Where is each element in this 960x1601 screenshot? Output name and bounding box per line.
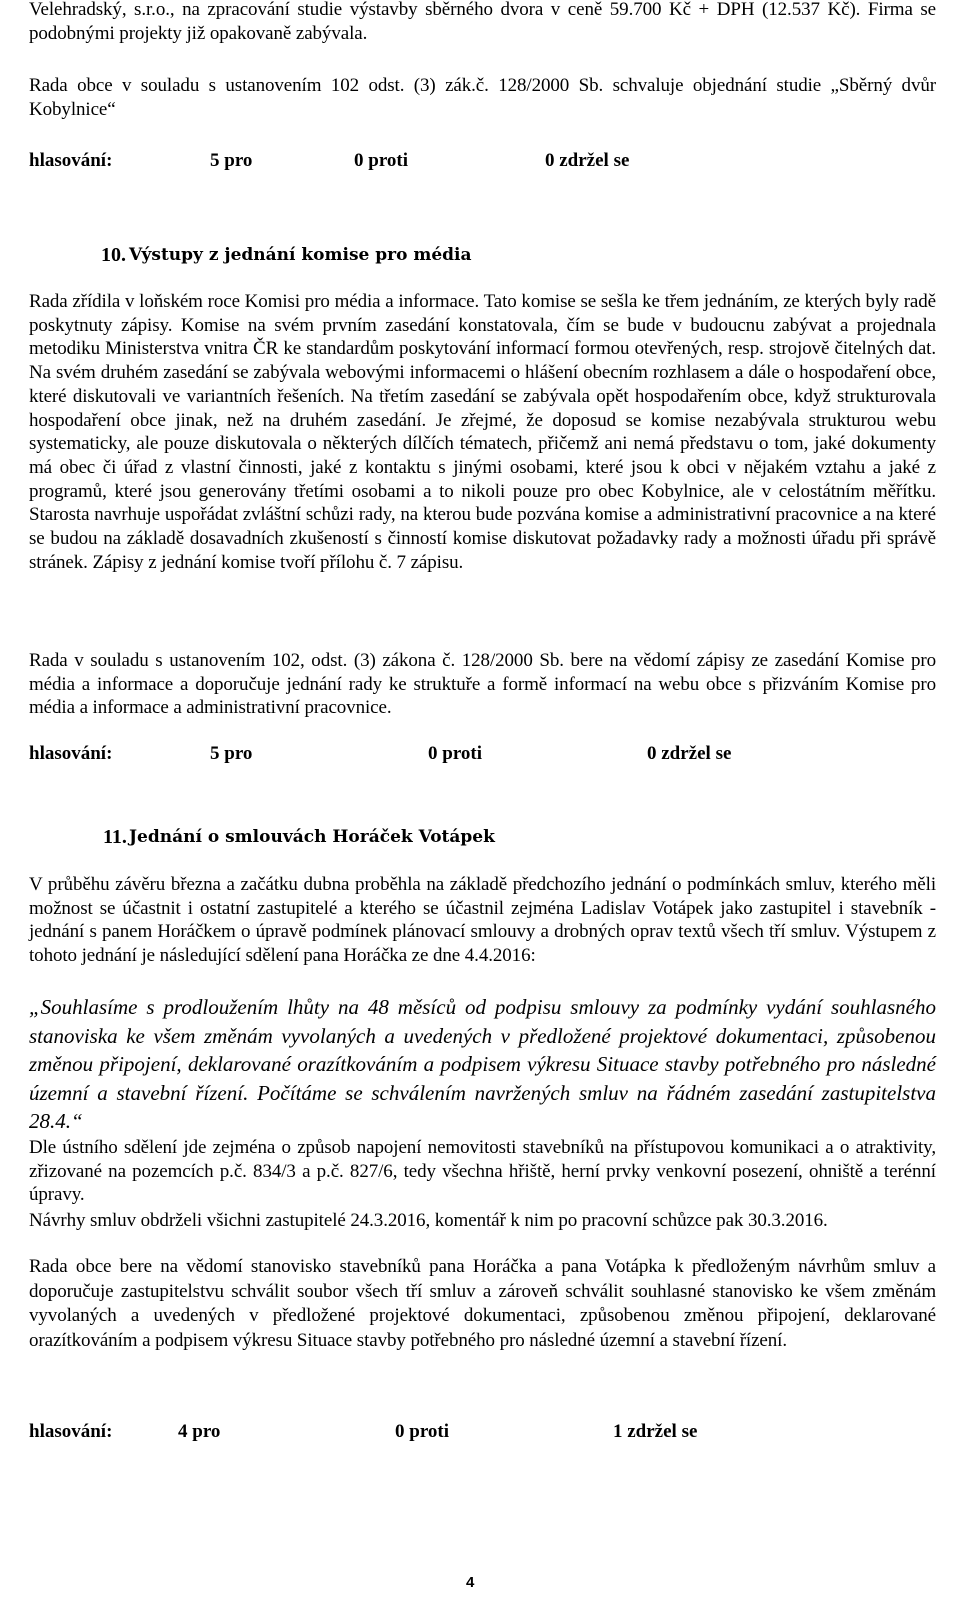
section-number: 10. — [101, 244, 126, 266]
paragraph-s11-drafts: Návrhy smluv obdrželi všichni zastupitelé 24.3.2016, komentář k nim po pracovní schůzce pak 30.3.2016. — [29, 1210, 828, 1231]
page-number: 4 — [466, 1574, 475, 1591]
vote-proti: 0 proti — [354, 150, 409, 171]
vote-zdrzel: 1 zdržel se — [613, 1421, 698, 1442]
vote-zdrzel: 0 zdržel se — [545, 150, 630, 171]
section-number: 11. — [103, 826, 127, 848]
vote-pro: 5 pro — [210, 743, 253, 764]
vote-pro: 5 pro — [210, 150, 253, 171]
paragraph-intro-resolution: Rada obce v souladu s ustanovením 102 odst. (3) zák.č. 128/2000 Sb. schvaluje objednání studie „Sběrný dvůr Kobylnice“ — [29, 75, 936, 120]
vote-label: hlasování: — [29, 1421, 113, 1442]
section-heading-11 — [103, 825, 495, 849]
vote-pro: 4 pro — [178, 1421, 221, 1442]
vote-line-s11 — [29, 1420, 697, 1443]
vote-label: hlasování: — [29, 150, 113, 171]
quote-horacek: „Souhlasíme s prodloužením lhůty na 48 měsíců od podpisu smlouvy za podmínky vydání souhlasného stanoviska ke všem změnám vyvolaných a uvedených v předložené projektové dokumentaci, způsobenou změnou připojení, deklarované orazítkováním a podpisem výkresu Situace stavby potřebného pro následné územní a stavební řízení. Počítáme se schválením navržených smluv na řádném zasedání zastupitelstva 28.4.“ — [29, 995, 936, 1133]
paragraph-s10-resolution: Rada v souladu s ustanovením 102, odst. (3) zákona č. 128/2000 Sb. bere na vědomí zápisy ze zasedání Komise pro média a informace a doporučuje jednání rady ke struktuře a formě informací na webu obce s přizváním Komise pro média a informace a administrativní pracovnice. — [29, 650, 936, 718]
paragraph-s11-resolution: Rada obce bere na vědomí stanovisko stavebníků pana Horáčka a pana Votápka k předloženým návrhům smluv a doporučuje zastupitelstvu schválit soubor všech tří smluv a zároveň schválit souhlasné stanovisko ke všem změnám vyvolaných a uvedených v předložené projektové dokumentaci, způsobenou změnou připojení, deklarované orazítkováním a podpisem výkresu Situace stavby potřebného pro následné územní a stavební řízení. — [29, 1256, 936, 1351]
paragraph-s11-intro: V průběhu závěru března a začátku dubna proběhla na základě předchozího jednání o podmínkách smluv, kterého měli možnost se účastnit i ostatní zastupitelé a kterého se účastnil zejména Ladislav Votápek jako zastupitel i stavebník - jednání s panem Horáčkem o úpravě podmínek plánovací smlouvy a drobných oprav textů všech tří smluv. Výstupem z tohoto jednání je následující sdělení pana Horáčka ze dne 4.4.2016: — [29, 874, 936, 966]
paragraph-s10-body: Rada zřídila v loňském roce Komisi pro média a informace. Tato komise se sešla ke třem jednáním, ze kterých byly radě poskytnuty zápisy. Komise na svém prvním zasedání konstatovala, čím se bude v budoucnu zabývat a projednala metodiku Ministerstva vnitra ČR ke standardům poskytování informací formou otevřených, resp. strojově čitelných dat. Na svém druhém zasedání se zabývala webovými informacemi o hlášení obecním rozhlasem a dále o hospodaření obce, které diskutovali ve variantních řešeních. Na třetím zasedání se zabývala opět hospodařením obce, když strukturovala hospodaření obce jinak, než na druhém zasedání. Je zřejmé, že doposud se komise nezabývala strukturou webu systematicky, ale pouze diskutovala o některých dílčích tématech, přičemž ani nemá představu o tom, jaké dokumenty má obec či úřad z vlastní činnosti, jaké z kontaktu s jinými osobami, které jsou k obci v nějakém vztahu a jaké z programů, které jsou generovány třetími osobami a to nikoli pouze pro obec Kobylnice, ale v celostátním měřítku. Starosta navrhuje uspořádat zvláštní schůzi rady, na kterou bude pozvána komise a administrativní pracovnice a na které se budou na základě dosavadních zkušeností s činností komise diskutovat požadavky rady a možnosti úřadu při správě stránek. Zápisy z jednání komise tvoří přílohu č. 7 zápisu. — [29, 291, 936, 573]
vote-zdrzel: 0 zdržel se — [647, 743, 732, 764]
section-title: Jednání o smlouvách Horáček Votápek — [129, 827, 495, 847]
vote-line-intro — [29, 149, 629, 172]
vote-proti: 0 proti — [395, 1421, 450, 1442]
vote-line-s10 — [29, 742, 731, 765]
section-title: Výstupy z jednání komise pro média — [129, 245, 472, 265]
paragraph-intro-1: Velehradský, s.r.o., na zpracování studie výstavby sběrného dvora v ceně 59.700 Kč + DPH (12.537 Kč). Firma se podobnými projekty již opakovaně zabývala. — [29, 0, 936, 44]
paragraph-s11-oral: Dle ústního sdělení jde zejména o způsob napojení nemovitosti stavebníků na přístupovou komunikaci a o atraktivity, zřizované na pozemcích p.č. 834/3 a p.č. 827/6, tedy všechna hřiště, herní prvky venkovní posezení, ohniště a terénní úpravy. — [29, 1137, 936, 1205]
section-heading-10 — [101, 243, 472, 267]
vote-proti: 0 proti — [428, 743, 483, 764]
vote-label: hlasování: — [29, 743, 113, 764]
